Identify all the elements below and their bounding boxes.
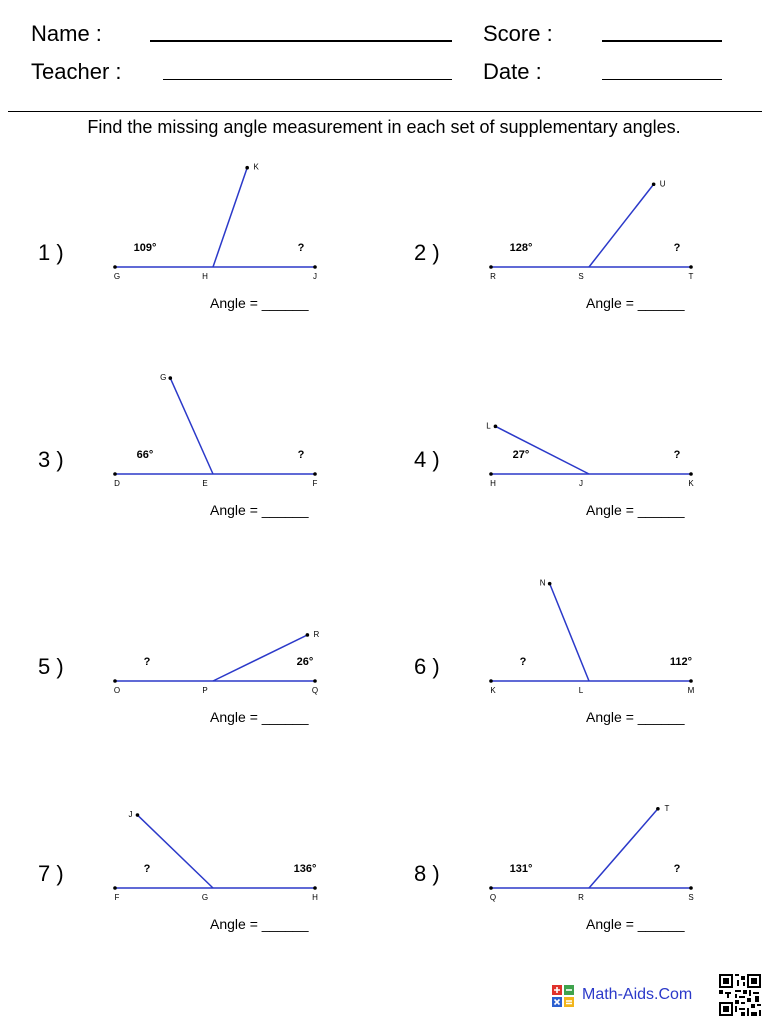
problem-number: 3 ) xyxy=(38,447,64,472)
point xyxy=(689,472,693,476)
ray-line xyxy=(213,168,247,267)
point xyxy=(313,679,317,683)
answer-prompt[interactable]: Angle = ______ xyxy=(586,709,685,725)
point xyxy=(113,265,117,269)
point-label-vertex: H xyxy=(202,272,208,281)
point-label-right: J xyxy=(313,272,317,281)
point-label-vertex: R xyxy=(578,893,584,902)
instructions: Find the missing angle measurement in each set of supplementary angles. xyxy=(87,117,681,137)
name-field[interactable] xyxy=(150,40,452,42)
ray-line xyxy=(550,584,589,681)
point-label-left: D xyxy=(114,479,120,488)
point xyxy=(113,886,117,890)
point-label-right: Q xyxy=(311,686,319,695)
point-label-right: T xyxy=(688,272,694,281)
point-label-ray: R xyxy=(313,629,320,639)
point-label-vertex: S xyxy=(578,272,584,281)
angle-diagram xyxy=(0,162,384,375)
point-label-left: F xyxy=(114,893,120,902)
angle-diagram xyxy=(376,578,760,789)
point xyxy=(489,886,493,890)
point-label-vertex: E xyxy=(202,479,208,488)
known-angle-label: 26° xyxy=(296,656,314,668)
problem-number: 6 ) xyxy=(414,654,440,679)
point xyxy=(313,886,317,890)
ray-line xyxy=(213,635,307,681)
answer-prompt[interactable]: Angle = ______ xyxy=(586,502,685,518)
known-angle-label: 136° xyxy=(293,863,317,875)
point-label-ray: J xyxy=(128,810,133,820)
point-label-right: H xyxy=(312,893,318,902)
point xyxy=(689,886,693,890)
angle-diagram xyxy=(376,168,760,375)
answer-prompt[interactable]: Angle = ______ xyxy=(586,295,685,311)
date-label: Date : xyxy=(483,59,542,84)
point-label-ray: G xyxy=(160,373,167,383)
teacher-label: Teacher : xyxy=(31,59,122,84)
point-label-ray: K xyxy=(253,162,259,172)
point-label-right: F xyxy=(312,479,318,488)
problem-number: 4 ) xyxy=(414,447,440,472)
problem-number: 5 ) xyxy=(38,654,64,679)
score-field[interactable] xyxy=(602,40,722,42)
point-label-right: S xyxy=(688,893,694,902)
problem-8 xyxy=(376,789,760,996)
point xyxy=(489,472,493,476)
known-angle-label: 109° xyxy=(133,242,157,254)
point-label-left: Q xyxy=(489,893,497,902)
point xyxy=(113,679,117,683)
name-label: Name : xyxy=(31,21,102,46)
point xyxy=(306,633,310,637)
point xyxy=(313,472,317,476)
angle-diagram xyxy=(0,375,384,582)
problem-2 xyxy=(376,168,760,375)
point xyxy=(113,472,117,476)
problem-5 xyxy=(0,582,384,789)
unknown-angle-label: ? xyxy=(673,449,681,461)
unknown-angle-label: ? xyxy=(143,863,151,875)
unknown-angle-label: ? xyxy=(673,242,681,254)
point xyxy=(245,166,249,170)
point-label-vertex: P xyxy=(202,686,208,695)
unknown-angle-label: ? xyxy=(519,656,527,668)
point-label-ray: T xyxy=(664,803,670,813)
answer-prompt[interactable]: Angle = ______ xyxy=(210,502,309,518)
point-label-left: G xyxy=(113,272,121,281)
angle-diagram xyxy=(0,582,384,789)
brand-link[interactable]: Math-Aids.Com xyxy=(582,986,693,1003)
point-label-ray: N xyxy=(539,578,546,588)
answer-prompt[interactable]: Angle = ______ xyxy=(210,709,309,725)
point-label-right: K xyxy=(688,479,694,488)
point-label-left: O xyxy=(113,686,121,695)
point-label-left: R xyxy=(490,272,496,281)
known-angle-label: 27° xyxy=(512,449,530,461)
angle-diagram xyxy=(376,789,760,996)
problem-7 xyxy=(0,789,384,996)
point xyxy=(548,582,552,586)
point xyxy=(489,679,493,683)
point-label-right: M xyxy=(687,686,695,695)
answer-prompt[interactable]: Angle = ______ xyxy=(210,295,309,311)
unknown-angle-label: ? xyxy=(297,242,305,254)
qr-code-icon xyxy=(719,974,761,1016)
ray-line xyxy=(589,184,654,267)
header-divider xyxy=(8,111,762,112)
point xyxy=(652,182,656,186)
point xyxy=(136,813,140,817)
point xyxy=(489,265,493,269)
point xyxy=(494,425,498,429)
ray-line xyxy=(589,809,658,888)
unknown-angle-label: ? xyxy=(297,449,305,461)
problem-number: 1 ) xyxy=(38,240,64,265)
point-label-vertex: G xyxy=(201,893,209,902)
problem-number: 7 ) xyxy=(38,861,64,886)
known-angle-label: 66° xyxy=(136,449,154,461)
problem-number: 8 ) xyxy=(414,861,440,886)
answer-prompt[interactable]: Angle = ______ xyxy=(210,916,309,932)
ray-line xyxy=(137,815,213,888)
angle-diagram xyxy=(0,789,384,996)
point-label-ray: L xyxy=(486,421,491,431)
point-label-vertex: L xyxy=(578,686,584,695)
problem-4 xyxy=(376,375,760,582)
point xyxy=(656,807,660,811)
angle-diagram xyxy=(376,375,760,582)
point xyxy=(313,265,317,269)
unknown-angle-label: ? xyxy=(673,863,681,875)
calculator-icon xyxy=(552,985,574,1007)
problem-1 xyxy=(0,162,384,375)
teacher-field[interactable] xyxy=(163,79,452,80)
problem-3 xyxy=(0,375,384,582)
ray-line xyxy=(170,378,213,474)
answer-prompt[interactable]: Angle = ______ xyxy=(586,916,685,932)
point xyxy=(689,265,693,269)
score-label: Score : xyxy=(483,21,553,46)
known-angle-label: 128° xyxy=(509,242,533,254)
point xyxy=(689,679,693,683)
date-field[interactable] xyxy=(602,79,722,80)
problem-number: 2 ) xyxy=(414,240,440,265)
known-angle-label: 131° xyxy=(509,863,533,875)
point-label-vertex: J xyxy=(579,479,583,488)
ray-line xyxy=(495,426,589,474)
known-angle-label: 112° xyxy=(669,656,693,668)
unknown-angle-label: ? xyxy=(143,656,151,668)
point-label-ray: U xyxy=(659,179,666,189)
point xyxy=(168,376,172,380)
point-label-left: H xyxy=(490,479,496,488)
problem-6 xyxy=(376,578,760,789)
point-label-left: K xyxy=(490,686,496,695)
